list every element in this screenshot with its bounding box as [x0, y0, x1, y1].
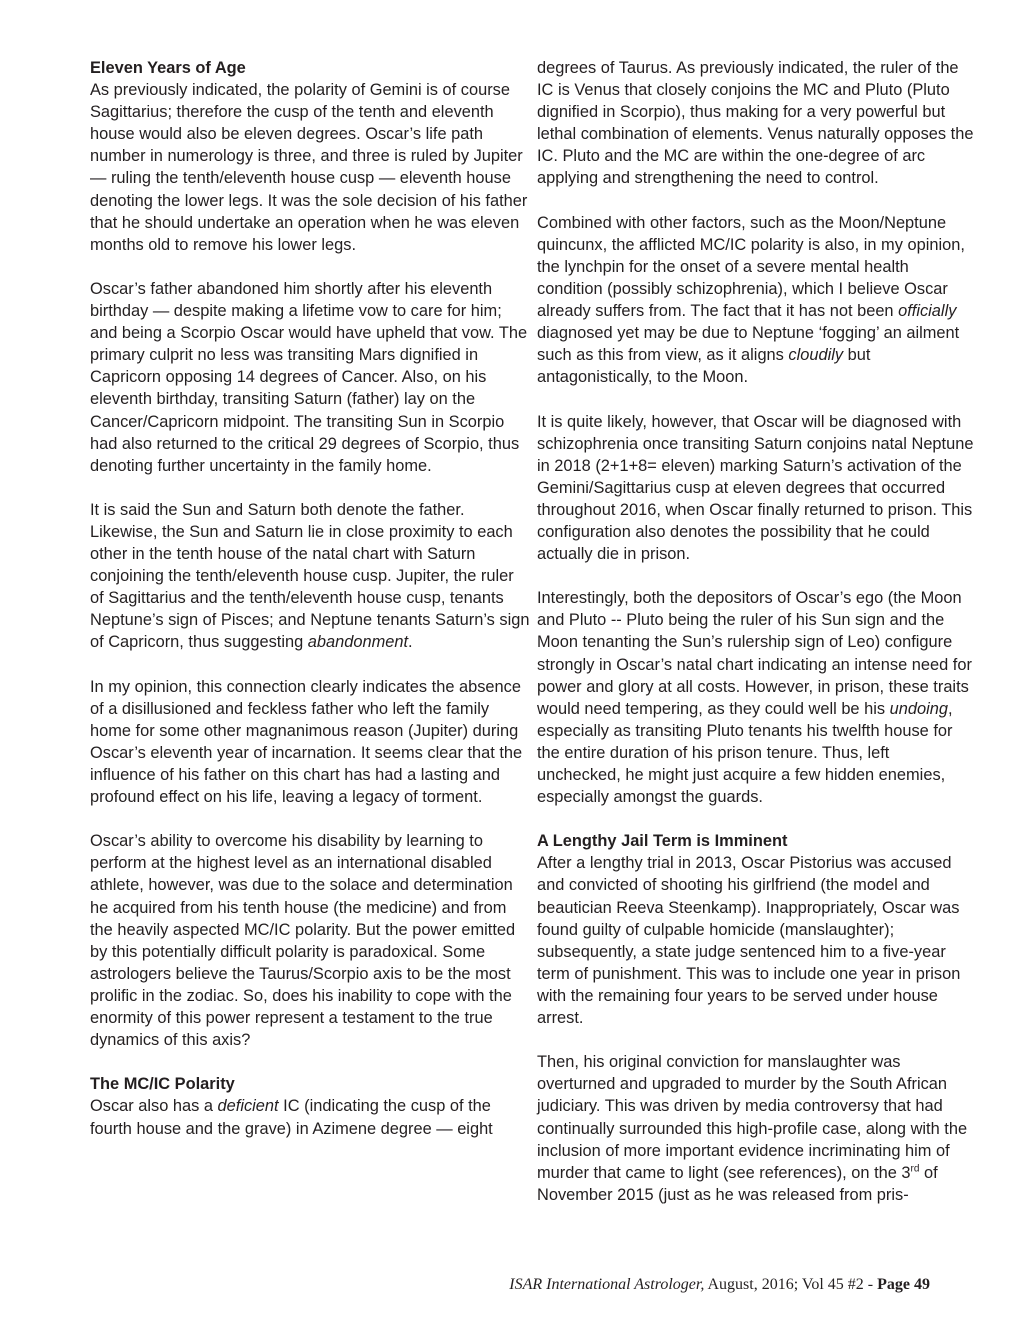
text-run: , especially as transiting Pluto tenants his twelfth house for the entire duration of his prison tenure. Thus, left unchecked, he might just acquire a few hidden enemies, especially amongst the guards. — [537, 699, 953, 807]
ordinal-superscript: rd — [910, 1163, 920, 1175]
text-run: diagnosed yet may be due to Neptune ‘fogging’ an ailment such as this from view, as it aligns — [537, 324, 960, 365]
left-column — [90, 57, 530, 1140]
page-number: Page 49 — [877, 1276, 930, 1293]
emphasis-officially: officially — [898, 302, 957, 321]
emphasis-deficient: deficient — [217, 1097, 279, 1116]
text-run: IC (indicating the cusp of the fourth house and the grave) in Azimene degree — eight — [90, 1097, 493, 1138]
paragraph: Oscar’s father abandoned him shortly after his eleventh birthday — despite making a lifetime vow to care for him; and being a Scorpio Oscar would have upheld that vow. The primary culprit no less was transiting Mars dignified in Capricorn opposing 14 degrees of Cancer. Also, on his eleventh birthday, transiting Saturn (father) lay on the Cancer/Capricorn midpoint. The transiting Sun in Scorpio had also returned to the critical 29 degrees of Scorpio, thus denoting further uncertainty in the family home. — [90, 279, 528, 475]
page-footer — [509, 1276, 930, 1294]
paragraph: After a lengthy trial in 2013, Oscar Pistorius was accused and convicted of shooting his girlfriend (the model and beautician Reeva Steenkamp). Inappropriately, Oscar was found guilty of culpable homicide (manslaughter); subsequently, a state judge sentenced him to a five-year term of punishment. This was to include one year in prison with the remaining four years to be served under house arrest. — [537, 854, 961, 1028]
heading-eleven-years: Eleven Years of Age — [90, 59, 246, 77]
text-run: Combined with other factors, such as the Moon/Neptune quincunx, the afflicted MC/IC polarity is also, in my opinion, the lynchpin for the onset of a severe mental health condition (possibly schizophrenia), which I believe Oscar already suffers from. The fact that it has not been — [537, 213, 965, 321]
text-run: of November 2015 (just as he was released from pris- — [537, 1163, 938, 1204]
emphasis-abandonment: abandonment — [307, 633, 409, 652]
text-run: Oscar also has a — [90, 1097, 218, 1116]
paragraph — [537, 1051, 977, 1206]
paragraph — [537, 587, 977, 808]
heading-mc-ic-polarity: The MC/IC Polarity — [90, 1075, 235, 1094]
paragraph: In my opinion, this connection clearly indicates the absence of a disillusioned and feckless father who left the family home for some other magnanimous reason (Jupiter) during Oscar’s eleventh year of incarnation. It seems clear that the influence of his father on this chart has had a lasting and profound effect on his life, leaving a legacy of torment. — [90, 677, 523, 807]
heading-lengthy-jail-term: A Lengthy Jail Term is Imminent — [537, 832, 788, 851]
emphasis-cloudily: cloudily — [788, 346, 844, 365]
right-column — [537, 57, 977, 1206]
text-run: Then, his original conviction for manslaughter was overturned and upgraded to murder by the South African judiciary. This was driven by media controversy that had continually surrounded this high-profile case, along with the inclusion of more important evidence incriminating him of murder that came to light (see references), on the 3 — [537, 1053, 968, 1182]
paragraph — [90, 499, 530, 654]
publication-name: ISAR International Astrologer, — [509, 1276, 705, 1293]
text-run: It is said the Sun and Saturn both denote the father. Likewise, the Sun and Saturn lie in close proximity to each other in the tenth house of the natal chart with Saturn conjoining the tenth/eleventh house cusp. Jupiter, the ruler of Sagittarius and the tenth/eleventh house cusp, tenants Neptune’s sign of Pisces; and Neptune tenants Saturn’s sign of Capricorn, thus suggesting — [90, 500, 530, 652]
paragraph — [90, 1095, 530, 1139]
emphasis-undoing: undoing — [889, 699, 948, 718]
text-run: but antagonistically, to the Moon. — [537, 346, 871, 387]
paragraph: degrees of Taurus. As previously indicated, the ruler of the IC is Venus that closely conjoins the MC and Pluto (Pluto dignified in Scorpio), thus making for a very powerful but lethal combination of elements. Venus naturally opposes the IC. Pluto and the MC are within the one-degree of arc applying and strengthening the need to control. — [537, 59, 974, 188]
paragraph: It is quite likely, however, that Oscar will be diagnosed with schizophrenia once transiting Saturn conjoins natal Neptune in 2018 (2+1+8= eleven) marking Saturn’s activation of the Gemini/Sagittarius cusp at eleven degrees that occurred throughout 2016, when Oscar finally returned to prison. This configuration also denotes the possibility that he could actually die in prison. — [537, 412, 974, 564]
text-run: . — [408, 633, 413, 652]
paragraph — [537, 212, 977, 389]
paragraph: Oscar’s ability to overcome his disability by learning to perform at the highest level as an international disabled athlete, however, was due to the solace and determination he acquired from his tenth house (the medicine) and from the heavily aspected MC/IC polarity. But the power emitted by this potentially difficult polarity is paradoxical. Some astrologers believe the Taurus/Scorpio axis to be the most prolific in the zodiac. So, does his inability to cope with the enormity of this power represent a testament to the true dynamics of this axis? — [90, 832, 516, 1050]
text-run: Interestingly, both the depositors of Oscar’s ego (the Moon and Pluto -- Pluto being the ruler of his Sun sign and the Moon tenanting the Sun’s rulership sign of Leo) configure strongly in Oscar’s natal chart indicating an intense need for power and glory at all costs. However, in prison, these traits would need tempering, as they could well be his — [537, 589, 972, 718]
issue-info: August, 2016; Vol 45 #2 - — [704, 1276, 878, 1293]
paragraph: As previously indicated, the polarity of Gemini is of course Sagittarius; therefore the cusp of the tenth and eleventh house would also be eleven degrees. Oscar’s life path number in numerology is three, and three is ruled by Jupiter — ruling the tenth/eleventh house cusp — eleventh house denoting the lower legs. It was the sole decision of his father that he should undertake an operation when he was eleven months old to remove his lower legs. — [90, 81, 528, 254]
